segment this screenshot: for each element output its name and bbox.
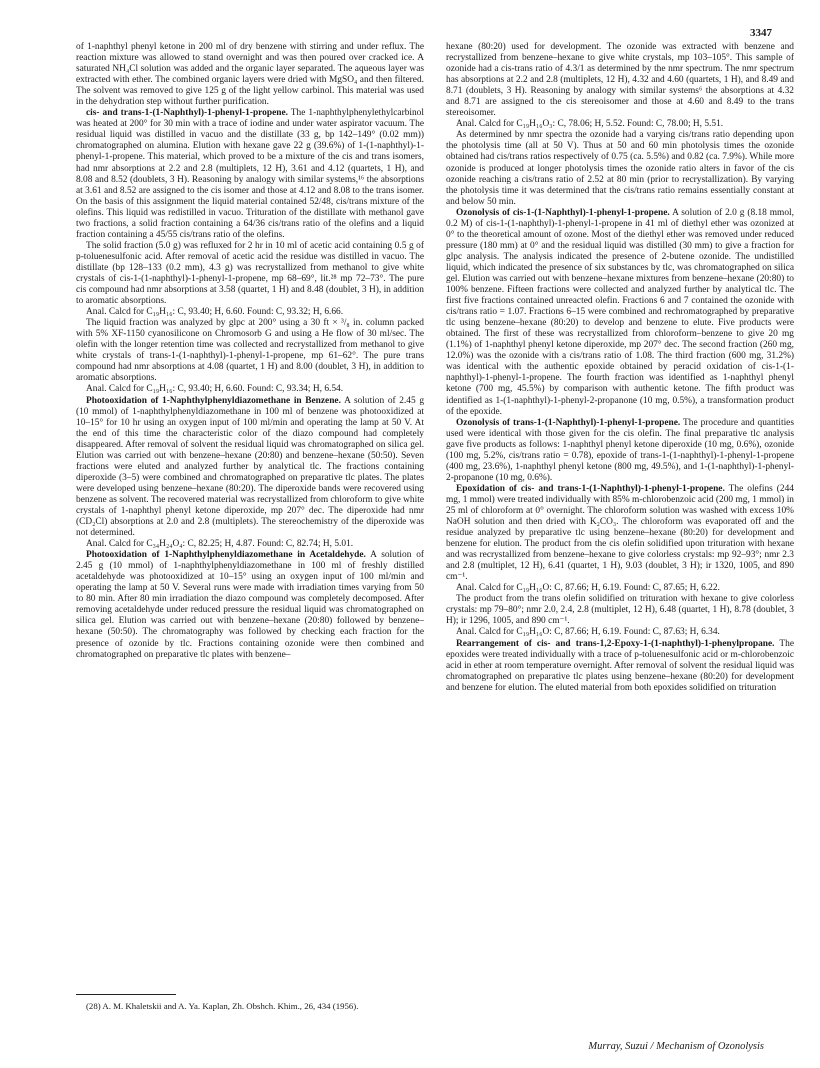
paragraph: of 1-naphthyl phenyl ketone in 200 ml of dry benzene with stirring and under reflux. The reaction mixture was allowed to stand overnight and was then poured over cracked ice. A saturated NH₄Cl solution was added and the organic layer separated. The aqueous layer was extracted with ether. The combined organic layers were dried with MgSO₄ and then filtered. The solvent was removed to give 125 g of the light yellow carbinol. This material was used in the dehydration step without further purification. [76,42,424,108]
paragraph [446,418,794,484]
analysis-line: Anal. Calcd for C₁₉H₁₆O: C, 87.66; H, 6.19. Found: C, 87.63; H, 6.34. [456,627,720,638]
paragraph: The liquid fraction was analyzed by glpc at 200° using a 30 ft × ³/₈ in. column packed with 5% XF-1150 cyanosilicone on Chromosorb G and using a He flow of 30 ml/sec. The olefin with the longer retention time was collected and recrystallized from methanol to give white crystals of trans-1-(1-naphthyl)-1-phenyl-1-propene, mp 61–62°. The pure trans compound had nmr absorptions at 4.08 (quartet, 1 H) and 8.00 (doublet, 3 H), in addition to aromatic absorptions. [76,318,424,384]
analysis-line: Anal. Calcd for C₁₉H₁₆: C, 93.40; H, 6.60. Found: C, 93.32; H, 6.66. [86,307,344,318]
analysis-line: Anal. Calcd for C₃₄H₂₄O₄: C, 82.25; H, 4.87. Found: C, 82.74; H, 5.01. [86,539,354,550]
paragraph-text: The olefins (244 mg, 1 mmol) were treated individually with 85% m-chlorobenzoic acid (200 mg, 1 mmol) in 25 ml of chloroform at 0° overnight. The chloroform solution was washed with excess 10% NaOH solution and then dried with K₂CO₃. The chloroform was evaporated off and the residue analyzed by preparative tlc using benzene–hexane (80:20) for development and benzene for elution. The product from the cis olefin solidified upon trituration with hexane and was recrystallized from benzene–hexane to give colorless crystals: mp 92–93°; nmr 2.3 and 2.8 (multiplet, 12 H), 6.41 (quartet, 1 H), 9.03 (doublet, 3 H); ir 1320, 1005, and 890 cm⁻¹. [446,483,794,583]
running-head: Murray, Suzui / Mechanism of Ozonolysis [588,1041,764,1052]
page-number: 3347 [750,27,772,39]
left-column [76,42,424,661]
section-heading: Photooxidation of 1-Naphthylphenyldiazomethane in Benzene. [86,395,341,406]
section-heading: Photooxidation of 1-Naphthylphenyldiazomethane in Acetaldehyde. [86,550,366,561]
section-heading: Ozonolysis of trans-1-(1-Naphthyl)-1-phenyl-1-propene. [456,417,681,428]
paragraph: As determined by nmr spectra the ozonide had a varying cis/trans ratio depending upon the photolysis time (all at 50 V). Thus at 50 and 60 min photolysis times the ozonide obtained had cis/trans ratios respectively of 0.75 (ca. 5.5%) and 0.82 (ca. 7.9%). While more ozonide is produced at longer photolysis times the ozonide ratio alters in favor of the cis ozonide reaching a cis/trans ratio of 2.52 at 80 min (prior to recrystallization). By varying the photolysis time it was determined that the cis/trans ratio remains essentially constant at and below 50 min. [446,130,794,207]
footnote-divider [76,994,176,995]
paragraph-text: A solution of 2.0 g (8.18 mmol, 0.2 M) of cis-1-(1-naphthyl)-1-phenyl-1-propene in 41 ml of diethyl ether was ozonized at 0° to the theoretical amount of ozone. Most of the diethyl ether was removed under reduced pressure (180 mm) at 0° and the residual liquid was distilled (30 mm) to give a fraction for glpc analysis. The analysis indicated the presence of 2-butene ozonide. The undistilled liquid, which indicated the presence of six substances by tlc, was chromatographed on silica gel. Elution was carried out with benzene–hexane mixtures from benzene–hexane (20:80) to 100% benzene. Fifteen fractions were collected and analyzed further by analytical tlc. The first five fractions contained unreacted olefin. Fractions 6 and 7 contained the ozonide with cis/trans ratio = 1.07. Fractions 6–15 were combined and rechromatographed by preparative tlc using benzene–hexane (80:20) to develop and benzene to elute. Five products were obtained. The first of these was recrystallized from chloroform–benzene to give 20 mg (1.1%) of 1-naphthyl phenyl ketone diperoxide, mp 207° dec. The second fraction (260 mg, 12.0%) was the ozonide with a cis/trans ratio of 1.08. The third fraction (600 mg, 31.2%) was identical with the authentic epoxide obtained by peracid oxidation of cis-1-(1-naphthyl)-1-phenyl-1-propene. The fourth fraction was identified as 1-naphthyl phenyl ketone (700 mg, 45.5%) by comparison with authentic ketone. The fifth product was identified as 1-(1-naphthyl)-1-phenyl-2-propanone (10 mg, 0.5%), a transformation product of the epoxide. [446,207,794,417]
footnote: (28) A. M. Khaletskii and A. Ya. Kaplan, Zh. Obshch. Khim., 26, 434 (1956). [86,1001,359,1011]
paragraph-text: The procedure and quantities used were identical with those given for the cis olefin. The final preparative tlc analysis gave five products as follows: 1-naphthyl phenyl ketone diperoxide (10 mg, 0.6%), ozonide (100 mg, 5.2%, cis/trans ratio = 0.78), epoxide of trans-1-(1-naphthyl)-1-phenyl-1-propene (400 mg, 23.6%), 1-naphthyl phenyl ketone (800 mg, 49.5%), and 1-(1-naphthyl)-1-phenyl-2-propanone (10 mg, 0.6%). [446,417,794,483]
paragraph: The solid fraction (5.0 g) was refluxed for 2 hr in 10 ml of acetic acid containing 0.5 g of p-toluenesulfonic acid. After removal of acetic acid the residue was distilled in vacuo. The distillate (bp 128–133 (0.2 mm), 4.3 g) was recrystallized from methanol to give white crystals of cis-1-(1-naphthyl)-1-phenyl-1-propene, mp 68–69°, lit.²⁸ mp 72–73°. The pure cis compound had nmr absorptions at 3.58 (quartet, 1 H) and 8.48 (doublet, 3 H), in addition to aromatic absorptions. [76,240,424,307]
paragraph: The product from the trans olefin solidified on trituration with hexane to give colorless crystals: mp 79–80°; nmr 2.0, 2.4, 2.8 (multiplet, 12 H), 6.48 (quartet, 1 H), 8.78 (doublet, 3 H); ir 1296, 1005, and 890 cm⁻¹. [446,594,794,627]
paragraph [446,639,794,694]
paragraph-text: The 1-naphthylphenylethylcarbinol was heated at 200° for 30 min with a trace of iodine and under water aspirator vacuum. The residual liquid was distilled in vacuo and the distillate (33 g, bp 142–149° (0.02 mm)) chromatographed on alumina. Elution with hexane gave 22 g (39.6%) of 1-(1-naphthyl)-1-phenyl-1-propene. This material, which proved to be a mixture of the cis and trans isomers, had nmr absorptions at 2.2 and 2.8 (multiplets, 12 H), 3.61 and 4.12 (quartets, 1 H), and 8.08 and 8.52 (doublets, 3 H). Reasoning by analogy with similar systems,¹⁶ the absorptions at 3.61 and 8.52 are assigned to the cis isomer and those at 4.12 and 8.08 to the trans isomer. On the basis of this assignment the liquid material contained 52/48, cis/trans mixture of the olefins. This liquid was redistilled in vacuo. Trituration of the distillate with methanol gave two fractions, a solid fraction containing a 64/36 cis/trans ratio of the olefins and a liquid fraction containing a 45/55 cis/trans ratio of the olefins. [76,108,424,240]
paragraph-text: A solution of 2.45 g (10 mmol) of 1-naphthylphenyldiazomethane in 100 ml of benzene was photooxidized at 10–15° for 10 hr using an oxygen input of 100 ml/min and operating the lamp at 50 V. At the end of this time the characteristic color of the diazo compound had completely disappeared. After removal of solvent the residual liquid was chromatographed on silica gel. Elution was carried out with benzene–hexane (20:80) and benzene–hexane (50:50). Seven fractions were eluted and analyzed further by analytical tlc. The fractions containing diperoxide (3–5) were combined and chromatographed on preparative tlc plates. The plates were developed using benzene–hexane (80:20). The diperoxide bands were recovered using benzene as solvent. The recovered material was recrystallized from chloroform to give white crystals of 1-naphthyl phenyl ketone diperoxide, mp 207° dec. The diperoxide had nmr (CD₂Cl) absorptions at 2.0 and 2.8 (multiplets). The stereochemistry of the diperoxide was not determined. [76,395,425,539]
section-heading: Epoxidation of cis- and trans-1-(1-Naphthyl)-1-phenyl-1-propene. [456,483,725,494]
paragraph [76,108,424,241]
paragraph: hexane (80:20) used for development. The ozonide was extracted with benzene and recrystallized from benzene–hexane to give white crystals, mp 103–105°. This sample of ozonide had a cis-trans ratio of 4.3/1 as determined by the nmr spectrum. The nmr spectrum has absorptions at 2.2 and 2.8 (multiplets, 12 H), 4.32 and 4.60 (quartets, 1 H), and 8.49 and 8.71 (doublets, 3 H). Reasoning by analogy with similar systems⁶ the absorptions at 4.32 and 8.71 are assigned to the cis stereoisomer and those at 4.60 and 8.49 to the trans stereoisomer. [446,42,794,119]
paragraph [76,396,424,540]
analysis-line: Anal. Calcd for C₁₉H₁₆O₃: C, 78.06; H, 5.52. Found: C, 78.00; H, 5.51. [456,119,724,130]
analysis-line: Anal. Calcd for C₁₉H₁₆: C, 93.40; H, 6.60. Found: C, 93.34; H, 6.54. [86,384,344,395]
paragraph-text: The epoxides were treated individually with a trace of p-toluenesulfonic acid or m-chlorobenzoic acid in ether at room temperature overnight. After removal of solvent the residual liquid was chromatographed on preparative tlc plates using benzene–hexane (80:20) for development and benzene for elution. The eluted material from both epoxides solidified on trituration [446,638,794,693]
section-heading: cis- and trans-1-(1-Naphthyl)-1-phenyl-1-propene. [86,108,288,119]
paragraph-text: A solution of 2.45 g (10 mmol) of 1-naphthylphenyldiazomethane in 100 ml of freshly distilled acetaldehyde was photooxidized at 10–15° using an oxygen input of 100 ml/min and operating the lamp at 50 V. Several runs were made with irradiation times varying from 50 to 80 min. After 80 min irradiation the diazo compound was completely decomposed. After removing acetaldehyde under reduced pressure the residual liquid was chromatographed on silica gel. Elution was carried out with benzene–hexane (20:80) followed by benzene–hexane (50:50). The chromatography was followed by checking each fraction for the presence of ozonide by tlc. Fractions containing ozonide were then combined and chromatographed on preparative tlc plates with benzene– [76,550,425,660]
section-heading: Rearrangement of cis- and trans-1,2-Epoxy-1-(1-naphthyl)-1-phenylpropane. [456,638,775,649]
right-column [446,42,794,694]
section-heading: Ozonolysis of cis-1-(1-Naphthyl)-1-phenyl-1-propene. [456,207,670,218]
paragraph [446,208,794,418]
paragraph [76,550,424,660]
analysis-line: Anal. Calcd for C₁₉H₁₆O: C, 87.66; H, 6.19. Found: C, 87.65; H, 6.22. [456,583,720,594]
paragraph [446,484,794,583]
